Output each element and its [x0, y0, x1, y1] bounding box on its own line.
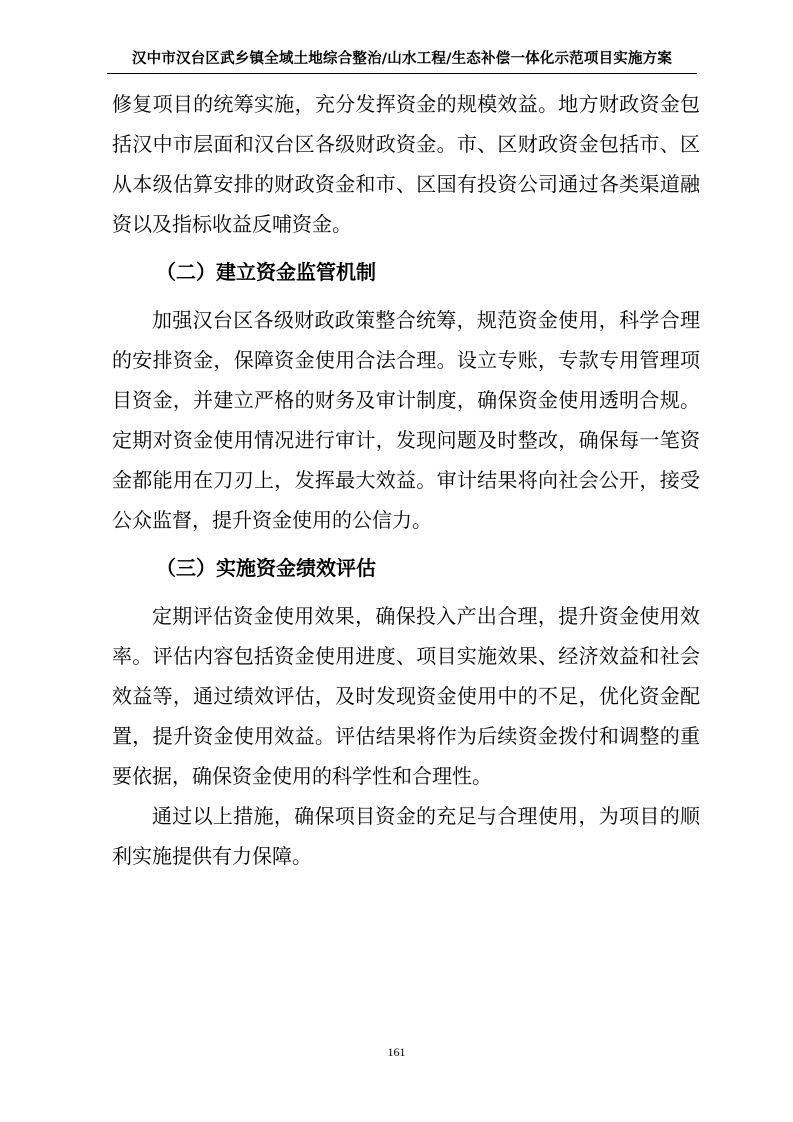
paragraph-evaluation: 定期评估资金使用效果，确保投入产出合理，提升资金使用效率。评估内容包括资金使用进度、项目实施效果、经济效益和社会效益等，通过绩效评估，及时发现资金使用中的不足，优化资金配置，提升资金使用效益。评估结果将作为后续资金拨付和调整的重要依据，确保资金使用的科学性和合理性。 [112, 604, 700, 788]
header-rule [107, 73, 697, 74]
paragraph-continued: 修复项目的统筹实施，充分发挥资金的规模效益。地方财政资金包括汉中市层面和汉台区各级财政资金。市、区财政资金包括市、区从本级估算安排的财政资金和市、区国有投资公司通过各类渠道融资以及指标收益反哺资金。 [112, 92, 700, 236]
running-header: 汉中市汉台区武乡镇全域土地综合整治/山水工程/生态补偿一体化示范项目实施方案 [131, 51, 673, 67]
section-heading-evaluation: （三）实施资金绩效评估 [156, 556, 376, 580]
page-number: 161 [387, 1045, 406, 1059]
paragraph-conclusion: 通过以上措施，确保项目资金的充足与合理使用，为项目的顺利实施提供有力保障。 [112, 804, 700, 868]
section-heading-supervision: （二）建立资金监管机制 [156, 260, 376, 284]
paragraph-supervision: 加强汉台区各级财政政策整合统筹，规范资金使用，科学合理的安排资金，保障资金使用合法合理。设立专账，专款专用管理项目资金，并建立严格的财务及审计制度，确保资金使用透明合规。定期对资金使用情况进行审计，发现问题及时整改，确保每一笔资金都能用在刀刃上，发挥最大效益。审计结果将向社会公开，接受公众监督，提升资金使用的公信力。 [112, 308, 700, 532]
page-body [112, 84, 700, 876]
